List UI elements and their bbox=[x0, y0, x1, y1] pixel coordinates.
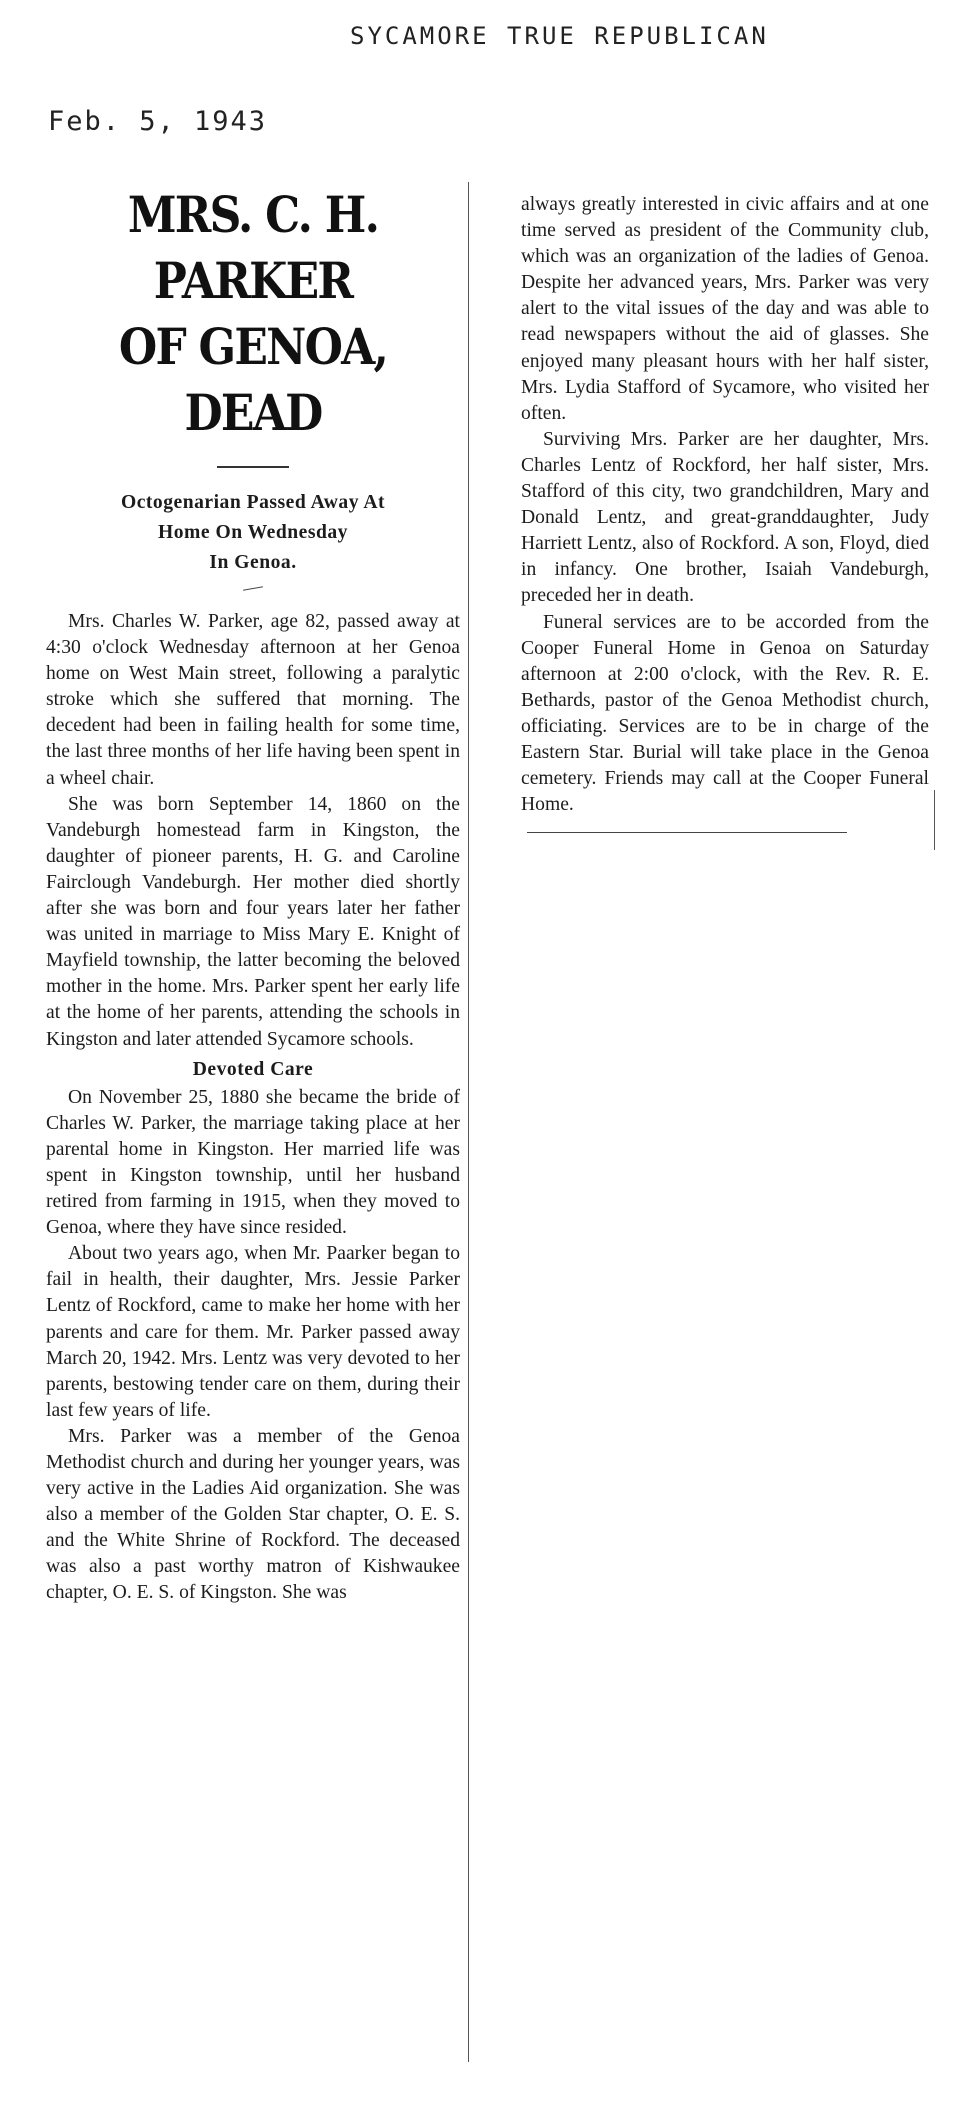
article-paragraph-2: She was born September 14, 1860 on the Vandeburgh homestead farm in Kingston, the daughter of pioneer parents, H. G. and Caroline Fairclough Vandeburgh. Her mother died shortly after she was born and four years later her father was united in marriage to Miss Mary E. Knight of Mayfield township, the latter becoming the beloved mother in the home. Mrs. Parker spent her early life at the home of her parents, attending the schools in Kingston and later attended Sycamore schools. bbox=[46, 793, 460, 1050]
headline-line-2: OF GENOA, DEAD bbox=[118, 317, 388, 442]
article-column-1 bbox=[46, 180, 460, 1607]
article-end-rule bbox=[527, 832, 847, 833]
article-paragraph-8: Funeral services are to be accorded from the Cooper Funeral Home in Genoa on Saturday afternoon at 2:00 o'clock, with the Rev. R. E. Bethards, pastor of the Genoa Methodist church, officiating. Services are to be in charge of the Eastern Star. Burial will take place in the Genoa cemetery. Friends may call at the Cooper Funeral Home. bbox=[521, 611, 929, 816]
article-paragraph-4: About two years ago, when Mr. Paarker began to fail in health, their daughter, Mrs. Jessie Parker Lentz of Rockford, came to make her home with her parents and care for them. Mr. Parker passed away March 20, 1942. Mrs. Lentz was very devoted to her parents, bestowing tender care on them, during their last few years of life. bbox=[46, 1243, 460, 1421]
newspaper-masthead: SYCAMORE TRUE REPUBLICAN bbox=[350, 22, 769, 50]
deck-line-3: In Genoa. bbox=[209, 552, 297, 573]
publication-date: Feb. 5, 1943 bbox=[48, 106, 268, 137]
column-divider-left bbox=[468, 182, 469, 2062]
article-paragraph-6: always greatly interested in civic affairs and at one time served as president of the Community club, which was an organization of the ladies of Genoa. Despite her advanced years, Mrs. Parker was very alert to the vital issues of the day and was able to read newspapers without the aid of glasses. She enjoyed many pleasant hours with her half sister, Mrs. Lydia Stafford of Sycamore, who visited her often. bbox=[521, 194, 929, 424]
article-paragraph-3: On November 25, 1880 she became the bride of Charles W. Parker, the marriage taking place at her parental home in Kingston. Her married life was spent in Kingston township, until her husband retired from farming in 1915, when they moved to Genoa, where they have since resided. bbox=[46, 1086, 460, 1239]
deck-line-1: Octogenarian Passed Away At bbox=[120, 492, 386, 513]
headline-divider bbox=[217, 466, 289, 468]
article-paragraph-1: Mrs. Charles W. Parker, age 82, passed away at 4:30 o'clock Wednesday afternoon at her Genoa home on West Main street, following a paralytic stroke which she suffered that morning. The decedent had been in failing health for some time, the last three months of her life having been spent in a wheel chair. bbox=[46, 611, 460, 789]
headline bbox=[71, 182, 435, 446]
subheadline-deck bbox=[46, 488, 460, 578]
deck-divider bbox=[243, 586, 263, 590]
deck-line-2: Home On Wednesday bbox=[158, 522, 348, 543]
article-column-2 bbox=[521, 192, 929, 833]
column-divider-right bbox=[934, 790, 935, 850]
article-paragraph-7: Surviving Mrs. Parker are her daughter, Mrs. Charles Lentz of Rockford, her half sister, Mrs. Stafford of this city, two grandchildren, Mary and Donald Lentz, and great-granddaughter, Judy Harriett Lentz, also of Rockford. A son, Floyd, died in infancy. One brother, Isaiah Vandeburgh, preceded her in death. bbox=[521, 428, 929, 607]
article-paragraph-5: Mrs. Parker was a member of the Genoa Methodist church and during her younger years, was very active in the Ladies Aid organization. She was also a member of the Golden Star chapter, O. E. S. and the White Shrine of Rockford. The deceased was also a past worthy matron of Kishwaukee chapter, O. E. S. of Kingston. She was bbox=[46, 1425, 460, 1604]
headline-line-1: MRS. C. H. PARKER bbox=[127, 185, 379, 310]
section-subhead: Devoted Care bbox=[192, 1058, 314, 1080]
